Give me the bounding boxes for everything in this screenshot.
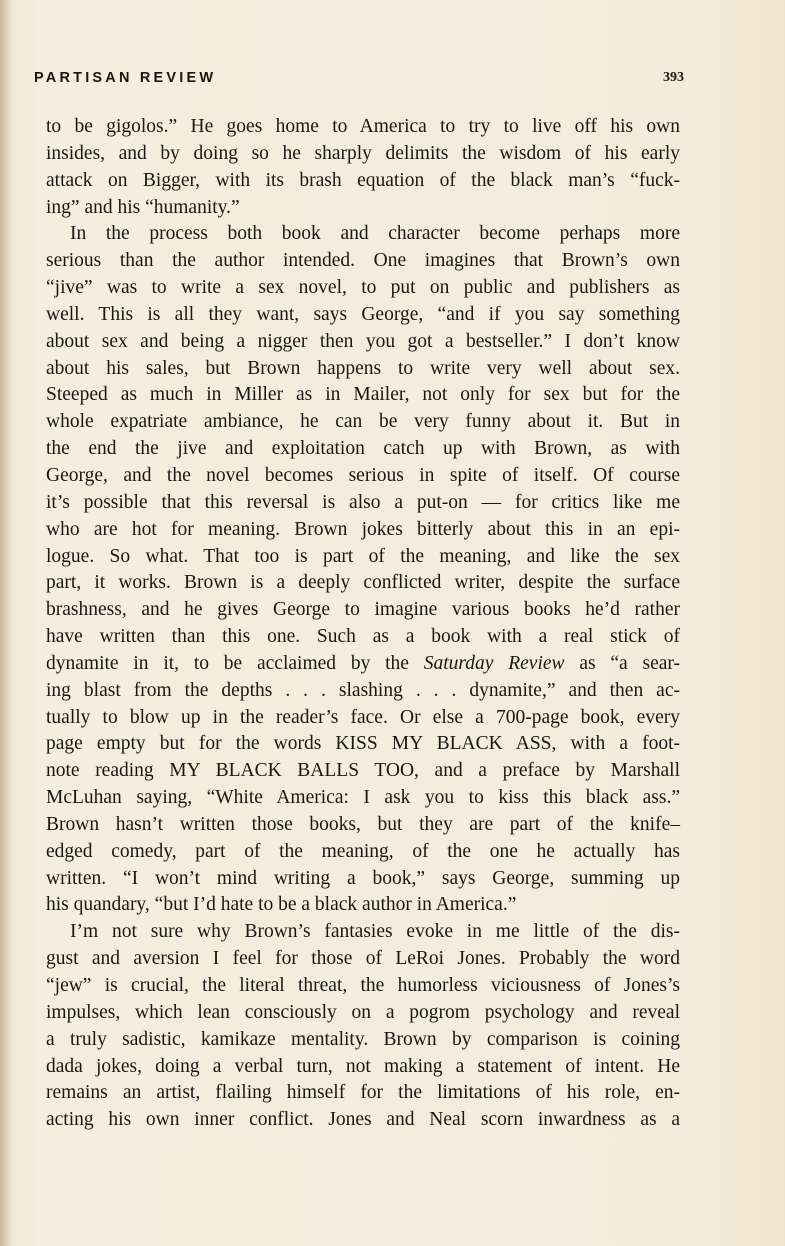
text-line: insides, and by doing so he sharply delimits the wisdom of his early (46, 142, 680, 164)
text-line: In the process both book and character become perhaps more (70, 223, 680, 245)
text-line: I’m not sure why Brown’s fantasies evoke in me little of the dis- (70, 921, 680, 943)
text-line: dada jokes, doing a verbal turn, not making a statement of intent. He (46, 1055, 680, 1077)
text-line: remains an artist, flailing himself for the limitations of his role, en- (46, 1082, 680, 1104)
text-line: serious than the author intended. One imagines that Brown’s own (46, 250, 680, 272)
text-line: who are hot for meaning. Brown jokes bitterly about this in an epi- (46, 518, 680, 540)
text-segment: as “a sear- (564, 652, 680, 674)
text-line: impulses, which lean consciously on a pogrom psychology and reveal (46, 1001, 680, 1023)
text-line: have written than this one. Such as a book with a real stick of (46, 626, 680, 648)
text-line: the end the jive and exploitation catch up with Brown, as with (46, 438, 680, 460)
text-line: George, and the novel becomes serious in spite of itself. Of course (46, 464, 680, 486)
text-line: about sex and being a nigger then you got a bestseller.” I don’t know (46, 330, 680, 352)
paragraph (46, 114, 680, 221)
text-line: his quandary, “but I’d hate to be a black author in America.” (46, 894, 517, 916)
text-line: ing blast from the depths . . . slashing . . . dynamite,” and then ac- (46, 679, 680, 701)
text-line: McLuhan saying, “White America: I ask you to kiss this black ass.” (46, 787, 680, 809)
text-line: tually to blow up in the reader’s face. Or else a 700-page book, every (46, 706, 680, 728)
text-line: to be gigolos.” He goes home to America to try to live off his own (46, 116, 680, 137)
text-line: ing” and his “humanity.” (46, 196, 240, 218)
text-line: “jive” was to write a sex novel, to put on public and publishers as (46, 277, 680, 299)
text-line: written. “I won’t mind writing a book,” says George, summing up (46, 867, 680, 889)
text-line: part, it works. Brown is a deeply conflicted writer, despite the surface (46, 572, 680, 594)
magazine-title: Saturday Review (423, 652, 565, 674)
text-line: about his sales, but Brown happens to write very well about sex. (46, 357, 680, 379)
text-line: brashness, and he gives George to imagine various books he’d rather (46, 599, 680, 621)
text-line-with-italic (46, 651, 680, 678)
text-line: a truly sadistic, kamikaze mentality. Brown by comparison is coining (46, 1028, 680, 1050)
paragraph (46, 919, 680, 1134)
journal-title: PARTISAN REVIEW (34, 70, 217, 86)
text-line: logue. So what. That too is part of the meaning, and like the sex (46, 545, 680, 567)
text-line: Brown hasn’t written those books, but they are part of the knife– (46, 813, 680, 835)
running-head (34, 70, 684, 90)
text-line: note reading MY BLACK BALLS TOO, and a preface by Marshall (46, 760, 680, 782)
text-line: it’s possible that this reversal is also a put-on — for critics like me (46, 491, 680, 513)
text-line: well. This is all they want, says George, “and if you say something (46, 303, 680, 325)
page-gutter-shadow (0, 0, 12, 1246)
text-line: attack on Bigger, with its brash equation of the black man’s “fuck- (46, 169, 680, 191)
text-line: page empty but for the words KISS MY BLACK ASS, with a foot- (46, 733, 680, 755)
text-segment: dynamite in it, to be acclaimed by the (46, 652, 424, 674)
text-line: “jew” is crucial, the literal threat, the humorless viciousness of Jones’s (46, 975, 680, 996)
paragraph (46, 221, 680, 919)
body-text (46, 114, 680, 1134)
page-number: 393 (663, 70, 684, 85)
text-line: acting his own inner conflict. Jones and Neal scorn inwardness as a (46, 1109, 680, 1131)
text-line: whole expatriate ambiance, he can be very funny about it. But in (46, 411, 680, 433)
text-line: edged comedy, part of the meaning, of the one he actually has (46, 840, 680, 862)
text-line: Steeped as much in Miller as in Mailer, not only for sex but for the (46, 384, 680, 406)
text-line: gust and aversion I feel for those of LeRoi Jones. Probably the word (46, 948, 680, 970)
